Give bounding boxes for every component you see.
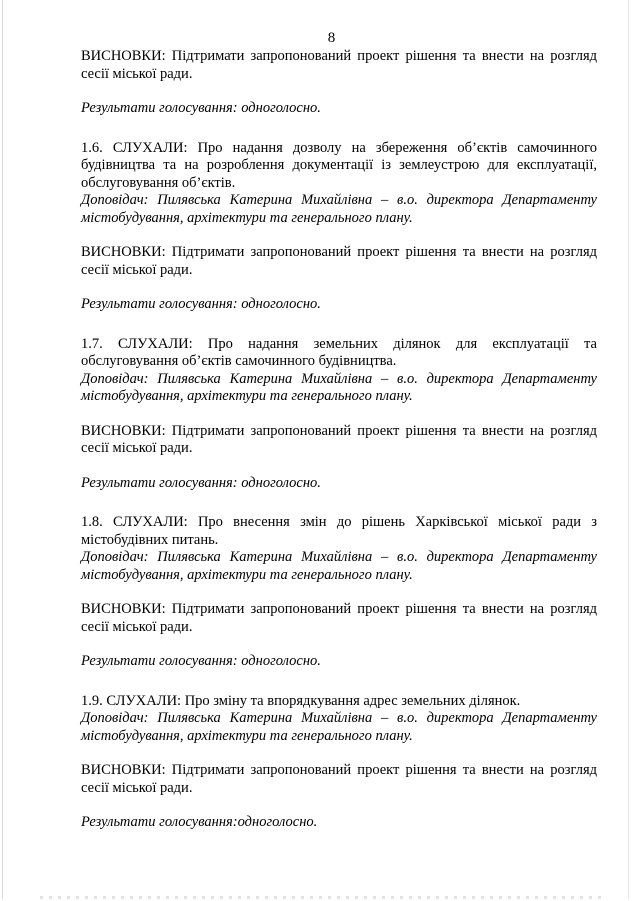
conclusion-text: ВИСНОВКИ: Підтримати запропонований проект рішення та внести на розгляд сесії міської ради. [81, 244, 597, 278]
heard-item-1-9: 1.9. СЛУХАЛИ: Про зміну та впорядкування адрес земельних ділянок. [81, 692, 521, 709]
heard-item-1-8: 1.8. СЛУХАЛИ: Про внесення змін до рішень Харківської міської ради з містобудівних питань. [81, 514, 597, 548]
heard-item-1-7: 1.7. СЛУХАЛИ: Про надання земельних ділянок для експлуатації та обслуговування об’єктів самочинного будівництва. [81, 335, 597, 369]
scan-edge-artifact [40, 896, 603, 899]
document-body [81, 48, 597, 832]
speaker-text: Доповідач: Пилявська Катерина Михайлівна – в.о. директора Департаменту містобудування, архітектури та генерального плану. [81, 192, 597, 226]
speaker-text: Доповідач: Пилявська Катерина Михайлівна – в.о. директора Департаменту містобудування, архітектури та генерального плану. [81, 710, 597, 744]
vote-result: Результати голосування: одноголосно. [81, 653, 321, 669]
conclusion-text: ВИСНОВКИ: Підтримати запропонований проект рішення та внести на розгляд сесії міської ради. [81, 48, 597, 82]
conclusion-text: ВИСНОВКИ: Підтримати запропонований проект рішення та внести на розгляд сесії міської ради. [81, 601, 597, 635]
vote-result: Результати голосування: одноголосно. [81, 100, 321, 116]
heard-item-1-6: 1.6. СЛУХАЛИ: Про надання дозволу на збереження об’єктів самочинного будівництва та на розроблення документації із землеустрою для експлуатації, обслуговування об’єктів. [81, 139, 597, 191]
conclusion-text: ВИСНОВКИ: Підтримати запропонований проект рішення та внести на розгляд сесії міської ради. [81, 762, 597, 796]
vote-result: Результати голосування: одноголосно. [81, 474, 321, 491]
speaker-text: Доповідач: Пилявська Катерина Михайлівна – в.о. директора Департаменту містобудування, архітектури та генерального плану. [81, 549, 597, 583]
conclusion-text: ВИСНОВКИ: Підтримати запропонований проект рішення та внести на розгляд сесії міської ради. [81, 422, 597, 456]
vote-result: Результати голосування:одноголосно. [81, 814, 318, 830]
vote-result: Результати голосування: одноголосно. [81, 296, 321, 312]
page-number: 8 [327, 30, 336, 46]
speaker-text: Доповідач: Пилявська Катерина Михайлівна – в.о. директора Департаменту містобудування, архітектури та генерального плану. [81, 370, 597, 404]
